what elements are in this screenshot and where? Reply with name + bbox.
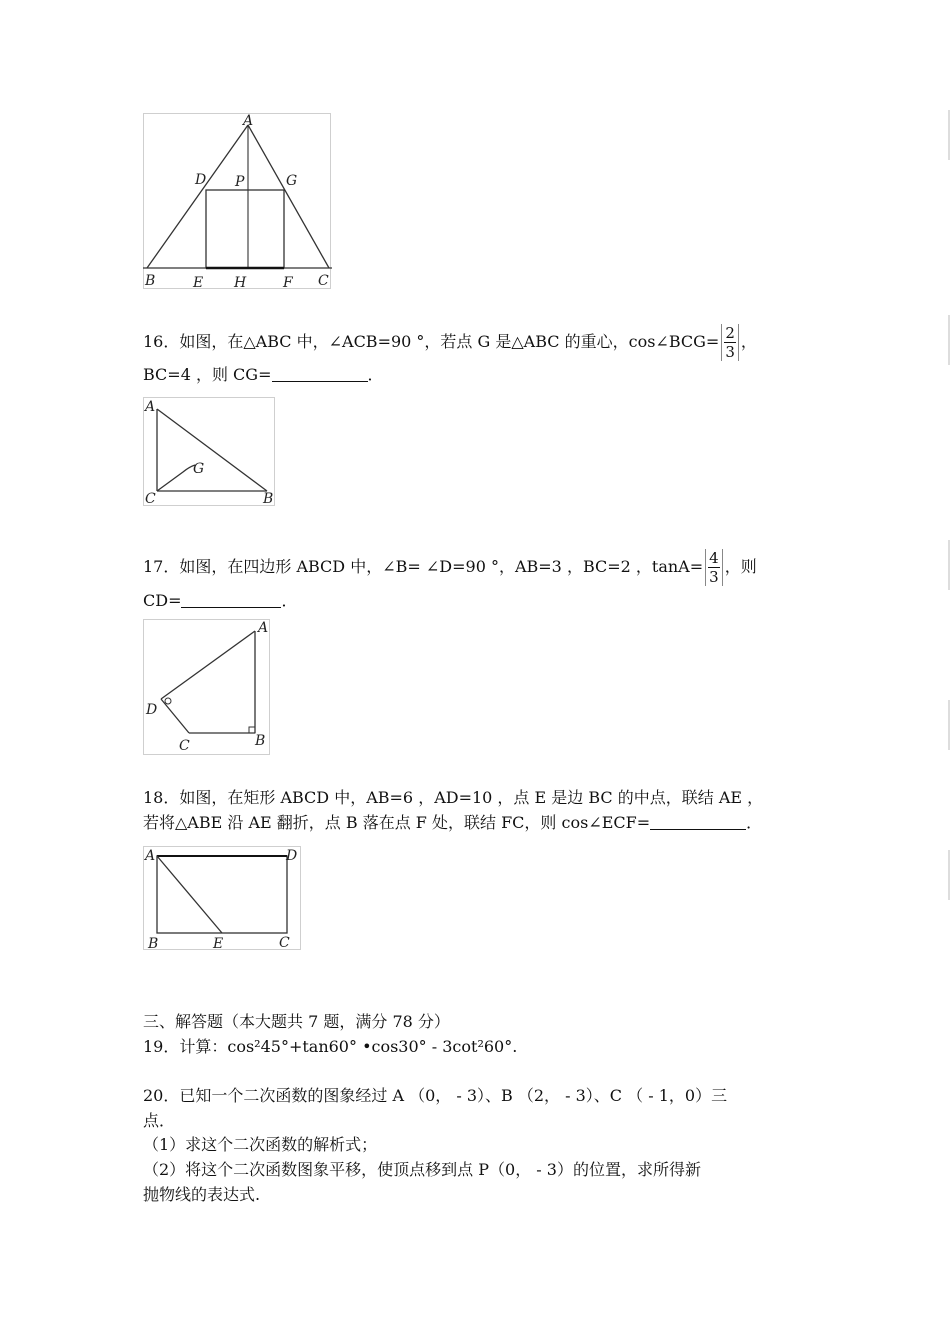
- label-E: E: [193, 275, 204, 290]
- label-B: B: [145, 273, 156, 289]
- label-G: G: [286, 173, 298, 189]
- q18-text2: 若将△ABE 沿 AE 翻折，点 B 落在点 F 处，联结 FC，则 cos∠ECF=: [143, 813, 651, 832]
- q17-text: 17．如图，在四边形 ABCD 中，∠B= ∠D=90 °，AB=3 ，BC=2 ，tanA=: [143, 557, 704, 576]
- q20-part1-text: （1）求这个二次函数的解析式；: [143, 1135, 378, 1154]
- q16-text2: BC=4 ，则 CG=: [143, 365, 272, 384]
- figure-right-triangle: [143, 397, 276, 507]
- q18-text: 18．如图，在矩形 ABCD 中，AB=6 ，AD=10 ，点 E 是边 BC 的中点，联结 AE ，: [143, 788, 764, 807]
- label-F: F: [283, 275, 293, 290]
- q17-period: ．: [281, 591, 298, 610]
- q17-line1: [143, 549, 757, 586]
- label-D: D: [146, 702, 158, 718]
- q20-part2-text2: 抛物线的表达式.: [143, 1185, 261, 1204]
- label-B: B: [148, 936, 159, 951]
- q20-line1: [143, 1084, 727, 1108]
- figure-rectangle: [143, 846, 302, 951]
- q20-text2: 点．: [143, 1111, 176, 1130]
- label-B: B: [255, 733, 266, 749]
- q16-fraction: [721, 324, 739, 361]
- label-E: E: [213, 936, 224, 951]
- q18-answer-blank[interactable]: [650, 811, 746, 830]
- q17-answer-blank[interactable]: [181, 589, 281, 608]
- q20-part2-line2: [143, 1183, 260, 1207]
- q17-frac-den: 3: [709, 568, 719, 586]
- q18-line2: [143, 811, 762, 835]
- q20-part2-line1: [143, 1158, 701, 1182]
- label-H: H: [234, 275, 247, 290]
- q17-line2: [143, 589, 298, 613]
- section3-title: [143, 1010, 450, 1034]
- figure-quadrilateral: [143, 619, 271, 756]
- q20-part1: [143, 1133, 377, 1157]
- label-C: C: [318, 273, 329, 289]
- label-C: C: [145, 491, 156, 507]
- label-C: C: [179, 738, 190, 754]
- section3-text: 三、解答题（本大题共 7 题，满分 78 分）: [143, 1012, 450, 1031]
- label-A: A: [243, 113, 254, 129]
- q16-line1: [143, 324, 757, 361]
- q16-frac-den: 3: [725, 343, 735, 361]
- q17-frac-num: 4: [709, 549, 719, 567]
- label-A: A: [145, 399, 156, 415]
- q16-line2: [143, 363, 384, 387]
- q16-text-suffix: ，: [740, 332, 757, 351]
- label-C: C: [279, 935, 290, 951]
- q16-frac-num: 2: [725, 324, 735, 342]
- q19: [143, 1035, 517, 1059]
- q16-period: ．: [367, 365, 384, 384]
- label-D: D: [286, 848, 298, 864]
- q16-answer-blank[interactable]: [272, 363, 368, 382]
- q16-text: 16．如图，在△ABC 中，∠ACB=90 °，若点 G 是△ABC 的重心，cos∠BCG=: [143, 332, 720, 351]
- q18-period: ．: [746, 813, 763, 832]
- q20-line2: [143, 1109, 175, 1133]
- q20-text1: 20．已知一个二次函数的图象经过 A （0， - 3）、B （2， - 3）、C （ - 1，0）三: [143, 1086, 728, 1105]
- label-D: D: [195, 172, 207, 188]
- label-A: A: [145, 848, 156, 864]
- label-A: A: [258, 620, 269, 636]
- q18-line1: [143, 786, 763, 810]
- q17-fraction: [705, 549, 723, 586]
- q19-text: 19．计算：cos²45°+tan60° •cos30° - 3cot²60°.: [143, 1037, 518, 1056]
- q17-text-suffix: ，则: [724, 557, 757, 576]
- figure-triangle-rectangle: [143, 113, 332, 290]
- q17-text2: CD=: [143, 591, 182, 610]
- q20-part2-text1: （2）将这个二次函数图象平移，使顶点移到点 P（0， - 3）的位置，求所得新: [143, 1160, 701, 1179]
- label-P: P: [235, 174, 245, 190]
- label-G: G: [193, 461, 205, 477]
- label-B: B: [263, 491, 274, 507]
